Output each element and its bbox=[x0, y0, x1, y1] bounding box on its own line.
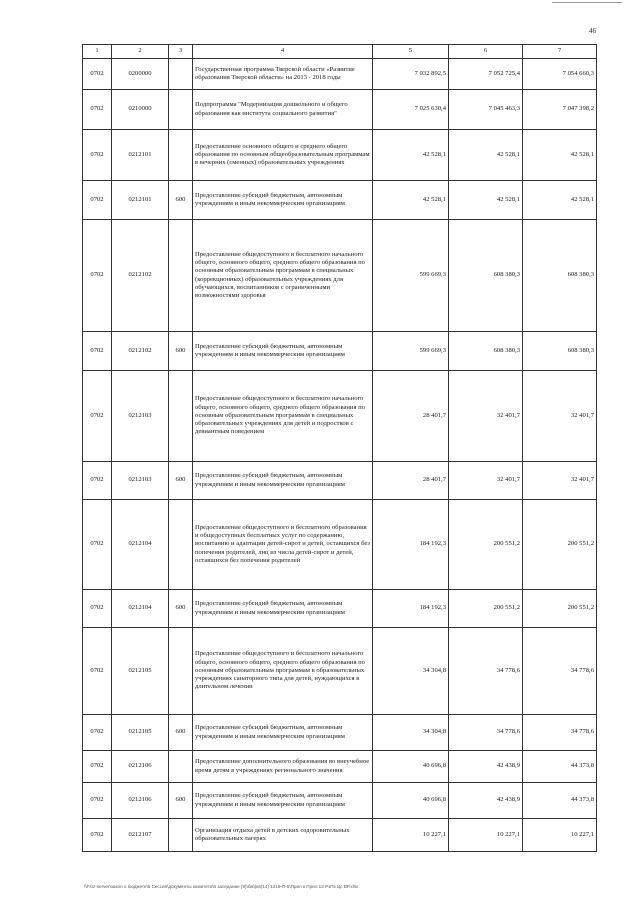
cell-section: 0702 bbox=[83, 590, 112, 628]
cell-target-code: 0212106 bbox=[112, 783, 169, 819]
cell-value-5: 40 696,8 bbox=[373, 783, 449, 819]
cell-expense-type bbox=[169, 90, 193, 130]
cell-target-code: 0200000 bbox=[112, 59, 169, 90]
cell-value-5: 599 669,3 bbox=[373, 332, 449, 371]
cell-value-7: 42 528,1 bbox=[523, 181, 597, 220]
table-row bbox=[83, 181, 597, 220]
cell-value-6: 608 380,3 bbox=[449, 220, 523, 332]
cell-value-5: 42 528,1 bbox=[373, 130, 449, 181]
table-row bbox=[83, 590, 597, 628]
top-rule bbox=[552, 2, 622, 3]
table-row bbox=[83, 371, 597, 462]
table-row bbox=[83, 90, 597, 130]
table-row bbox=[83, 220, 597, 332]
cell-value-6: 34 778,6 bbox=[449, 715, 523, 751]
cell-description: Предоставление субсидий бюджетным, автономным учреждениям и иным некоммерческим организациям bbox=[193, 715, 373, 751]
cell-section: 0702 bbox=[83, 783, 112, 819]
cell-description: Предоставление субсидий бюджетным, автономным учреждениям и иным некоммерческим организациям bbox=[193, 181, 373, 220]
cell-description: Предоставление субсидий бюджетным, автономным учреждениям и иным некоммерческим организациям bbox=[193, 590, 373, 628]
cell-value-7: 10 227,1 bbox=[523, 819, 597, 852]
cell-value-5: 184 192,3 bbox=[373, 500, 449, 590]
table-row bbox=[83, 462, 597, 500]
cell-value-5: 40 696,8 bbox=[373, 751, 449, 783]
cell-value-7: 200 551,2 bbox=[523, 590, 597, 628]
cell-description: Предоставление общедоступного и бесплатного начального общего, основного общего, среднего общего образования по основным образовательным программам в образовательных учреждениях санаторного типа для детей, нуждающихся в длительном лечении bbox=[193, 628, 373, 715]
cell-target-code: 0212101 bbox=[112, 181, 169, 220]
cell-target-code: 0212101 bbox=[112, 130, 169, 181]
cell-expense-type: 600 bbox=[169, 181, 193, 220]
page-number: 46 bbox=[589, 27, 596, 35]
header-row bbox=[83, 45, 597, 59]
cell-value-6: 200 551,2 bbox=[449, 500, 523, 590]
cell-value-5: 34 304,8 bbox=[373, 628, 449, 715]
cell-value-5: 28 401,7 bbox=[373, 371, 449, 462]
cell-target-code: 0212103 bbox=[112, 462, 169, 500]
table-row bbox=[83, 628, 597, 715]
table-row bbox=[83, 332, 597, 371]
cell-expense-type bbox=[169, 500, 193, 590]
cell-value-7: 34 778,6 bbox=[523, 628, 597, 715]
cell-value-6: 34 778,6 bbox=[449, 628, 523, 715]
cell-value-6: 32 401,7 bbox=[449, 371, 523, 462]
col-header-6: 6 bbox=[449, 45, 523, 59]
col-header-2: 2 bbox=[112, 45, 169, 59]
cell-target-code: 0212105 bbox=[112, 628, 169, 715]
cell-value-6: 7 052 725,4 bbox=[449, 59, 523, 90]
cell-target-code: 0212107 bbox=[112, 819, 169, 852]
cell-value-5: 10 227,1 bbox=[373, 819, 449, 852]
cell-value-5: 28 401,7 bbox=[373, 462, 449, 500]
col-header-7: 7 bbox=[523, 45, 597, 59]
table-row bbox=[83, 751, 597, 783]
table-row bbox=[83, 819, 597, 852]
cell-section: 0702 bbox=[83, 371, 112, 462]
cell-value-6: 200 551,2 bbox=[449, 590, 523, 628]
budget-table bbox=[82, 44, 597, 852]
cell-value-5: 34 304,8 bbox=[373, 715, 449, 751]
cell-value-7: 200 551,2 bbox=[523, 500, 597, 590]
cell-section: 0702 bbox=[83, 628, 112, 715]
cell-expense-type: 600 bbox=[169, 332, 193, 371]
cell-value-5: 42 528,1 bbox=[373, 181, 449, 220]
cell-section: 0702 bbox=[83, 220, 112, 332]
cell-value-7: 608 380,3 bbox=[523, 220, 597, 332]
cell-expense-type bbox=[169, 371, 193, 462]
cell-description: Подпрограмма "Модернизация дошкольного и общего образования как института социального развития" bbox=[193, 90, 373, 130]
cell-value-5: 599 669,3 bbox=[373, 220, 449, 332]
cell-section: 0702 bbox=[83, 332, 112, 371]
cell-value-5: 7 032 892,5 bbox=[373, 59, 449, 90]
cell-value-7: 42 528,1 bbox=[523, 130, 597, 181]
cell-value-6: 608 380,3 bbox=[449, 332, 523, 371]
cell-target-code: 0212104 bbox=[112, 500, 169, 590]
cell-value-7: 32 401,7 bbox=[523, 462, 597, 500]
cell-expense-type: 600 bbox=[169, 783, 193, 819]
cell-section: 0702 bbox=[83, 715, 112, 751]
cell-target-code: 0212104 bbox=[112, 590, 169, 628]
cell-value-6: 42 438,9 bbox=[449, 751, 523, 783]
cell-value-6: 32 401,7 bbox=[449, 462, 523, 500]
cell-expense-type: 600 bbox=[169, 715, 193, 751]
cell-description: Предоставление общедоступного и бесплатного начального общего, основного общего, среднего общего образования по основным образовательным программам в специальных (коррекционных) образовательных учреждениях для обучающихся, воспитанников с ограниченными возможностями здоровья bbox=[193, 220, 373, 332]
cell-expense-type: 600 bbox=[169, 590, 193, 628]
cell-expense-type bbox=[169, 819, 193, 852]
cell-description: Предоставление субсидий бюджетным, автономным учреждениям и иным некоммерческим организациям bbox=[193, 462, 373, 500]
cell-description: Предоставление субсидий бюджетным, автономным учреждениям и иным некоммерческим организациям bbox=[193, 332, 373, 371]
cell-value-7: 7 047 398,2 bbox=[523, 90, 597, 130]
cell-section: 0702 bbox=[83, 500, 112, 590]
cell-value-7: 608 380,3 bbox=[523, 332, 597, 371]
col-header-3: 3 bbox=[169, 45, 193, 59]
cell-value-7: 7 054 660,3 bbox=[523, 59, 597, 90]
cell-value-6: 10 227,1 bbox=[449, 819, 523, 852]
cell-section: 0702 bbox=[83, 462, 112, 500]
table-row bbox=[83, 783, 597, 819]
cell-description: Государственная программа Тверской области «Развитие образования Тверской области» на 2013 - 2018 годы bbox=[193, 59, 373, 90]
file-path-footer: \\Fs\z-server\закон о бюджете\5 Сессия\документы комитета\6 заседание (9)\бм\(кв)14) 1219-П-5\Прил к Прил 12 РзПз Цс ВР.xlsx bbox=[84, 884, 359, 889]
cell-value-6: 42 438,9 bbox=[449, 783, 523, 819]
cell-expense-type: 600 bbox=[169, 462, 193, 500]
cell-target-code: 0212102 bbox=[112, 332, 169, 371]
cell-expense-type bbox=[169, 130, 193, 181]
cell-description: Предоставление общедоступного и бесплатного образования и общедоступных бесплатных услуг по содержанию, воспитанию и адаптации детей-сирот и детей, оставшихся без попечения родителей, лиц из числа детей-сирот и детей, оставшихся без попечения родителей bbox=[193, 500, 373, 590]
cell-description: Предоставление основного общего и среднего общего образования по основным общеобразовательным программам в вечерних (сменных) образовательных учреждениях bbox=[193, 130, 373, 181]
cell-description: Предоставление общедоступного и бесплатного начального общего, основного общего, среднего общего образования по основным образовательным программам в специальных образовательных учреждениях для детей и подростков с девиантным поведением bbox=[193, 371, 373, 462]
cell-target-code: 0212105 bbox=[112, 715, 169, 751]
cell-section: 0702 bbox=[83, 181, 112, 220]
cell-description: Предоставление дополнительного образования во внеучебное время детям в учреждениях регионального значения bbox=[193, 751, 373, 783]
cell-value-7: 44 373,8 bbox=[523, 751, 597, 783]
cell-expense-type bbox=[169, 59, 193, 90]
cell-section: 0702 bbox=[83, 90, 112, 130]
cell-section: 0702 bbox=[83, 751, 112, 783]
col-header-4: 4 bbox=[193, 45, 373, 59]
cell-section: 0702 bbox=[83, 819, 112, 852]
cell-section: 0702 bbox=[83, 59, 112, 90]
cell-value-5: 7 025 630,4 bbox=[373, 90, 449, 130]
cell-target-code: 0212102 bbox=[112, 220, 169, 332]
col-header-5: 5 bbox=[373, 45, 449, 59]
cell-expense-type bbox=[169, 751, 193, 783]
cell-value-7: 44 373,8 bbox=[523, 783, 597, 819]
cell-value-6: 42 528,1 bbox=[449, 181, 523, 220]
cell-value-7: 34 778,6 bbox=[523, 715, 597, 751]
cell-section: 0702 bbox=[83, 130, 112, 181]
cell-value-6: 7 045 463,3 bbox=[449, 90, 523, 130]
cell-value-6: 42 528,1 bbox=[449, 130, 523, 181]
cell-target-code: 0212106 bbox=[112, 751, 169, 783]
cell-target-code: 0210000 bbox=[112, 90, 169, 130]
cell-description: Организация отдыха детей в детских оздоровительных образовательных лагерях bbox=[193, 819, 373, 852]
cell-value-5: 184 192,3 bbox=[373, 590, 449, 628]
table-row bbox=[83, 500, 597, 590]
cell-target-code: 0212103 bbox=[112, 371, 169, 462]
table-row bbox=[83, 59, 597, 90]
cell-value-7: 32 401,7 bbox=[523, 371, 597, 462]
col-header-1: 1 bbox=[83, 45, 112, 59]
cell-expense-type bbox=[169, 220, 193, 332]
table-row bbox=[83, 130, 597, 181]
cell-expense-type bbox=[169, 628, 193, 715]
table-row bbox=[83, 715, 597, 751]
cell-description: Предоставление субсидий бюджетным, автономным учреждениям и иным некоммерческим организациям bbox=[193, 783, 373, 819]
